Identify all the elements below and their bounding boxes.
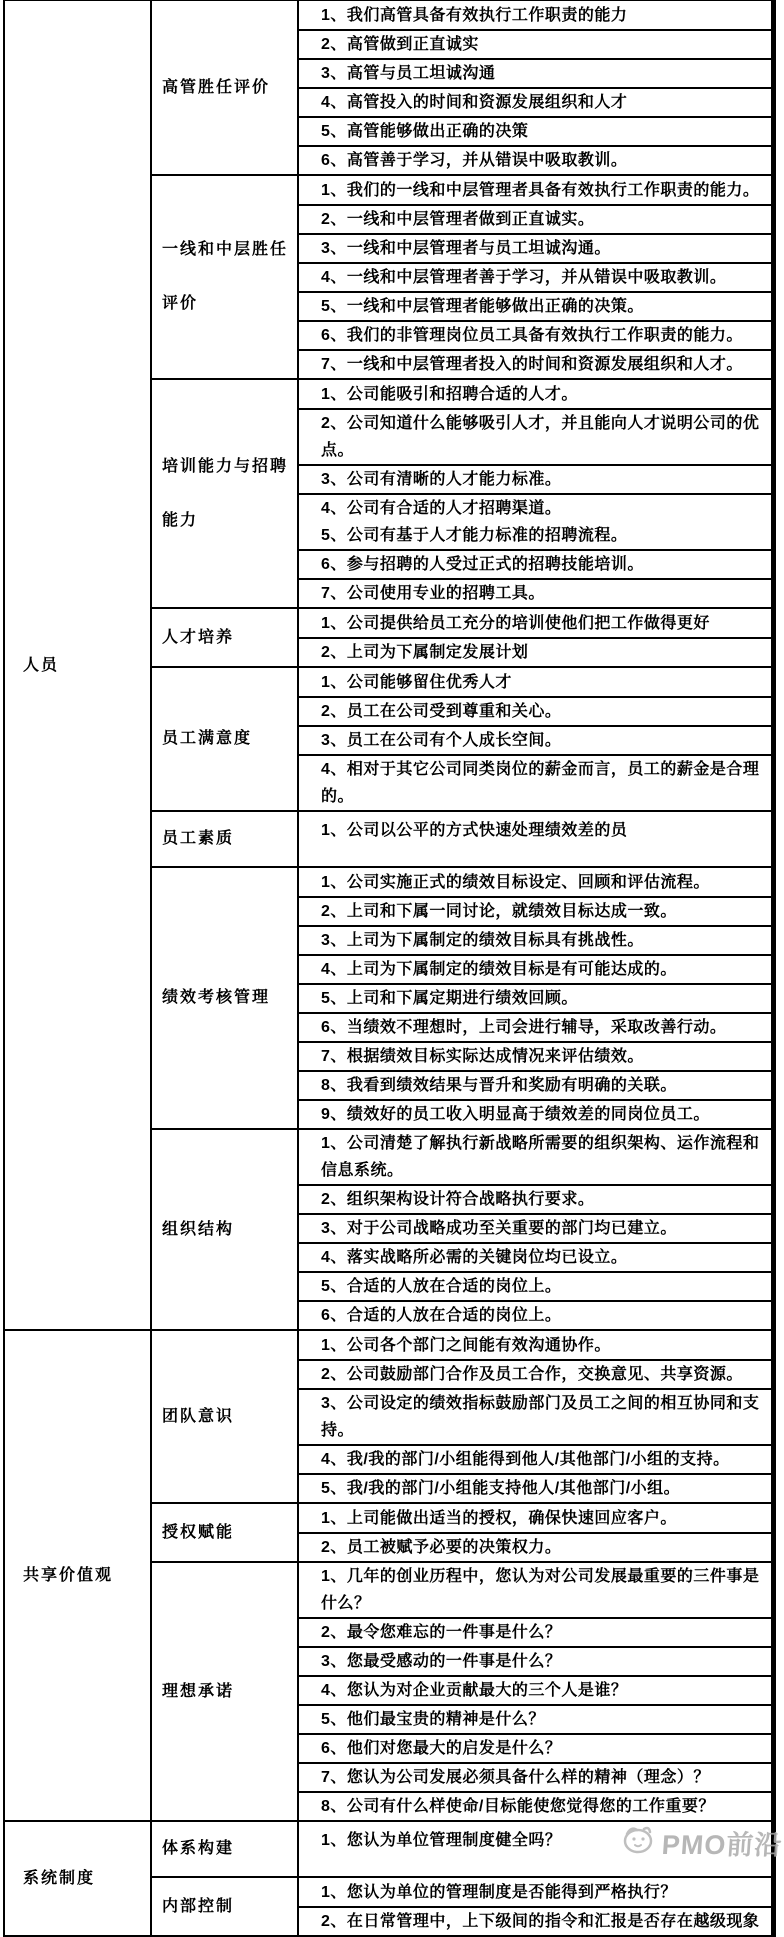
item-cell	[299, 1563, 771, 1617]
item-text: 1、公司能够留住优秀人才	[321, 673, 512, 691]
items-column	[299, 609, 771, 666]
item-text: 1、我们的一线和中层管理者具备有效执行工作职责的能力。	[321, 181, 760, 199]
subcategory-row	[152, 174, 771, 378]
item-cell	[299, 1473, 771, 1502]
item-cell	[299, 87, 771, 116]
item-cell	[299, 1762, 771, 1791]
item-cell	[299, 1504, 771, 1532]
item-text: 1、公司清楚了解执行新战略所需要的组织架构、运作流程和信息系统。	[321, 1135, 760, 1179]
section-body	[152, 1331, 771, 1820]
items-column	[299, 380, 771, 607]
item-text: 4、上司为下属制定的绩效目标是有可能达成的。	[321, 961, 677, 978]
subcategory-row	[152, 1822, 771, 1876]
item-cell	[299, 1, 771, 29]
item-cell	[299, 637, 771, 666]
item-text: 2、在日常管理中，上下级间的指令和汇报是否存在越级现象	[321, 1913, 760, 1930]
item-cell	[299, 29, 771, 58]
item-text: 5、上司和下属定期进行绩效回顾。	[321, 990, 578, 1007]
item-text: 1、公司提供给员工充分的培训使他们把工作做得更好	[321, 614, 710, 632]
subcategory-cell	[152, 176, 299, 378]
subcategory-row	[152, 1876, 771, 1935]
subcategory-label: 理想承诺	[162, 1682, 235, 1700]
section-row	[5, 1329, 771, 1820]
subcategory-row	[152, 1502, 771, 1561]
subcategory-cell	[152, 1130, 299, 1329]
item-cell	[299, 925, 771, 954]
item-cell	[299, 1213, 771, 1242]
item-cell	[299, 116, 771, 145]
item-cell	[299, 1242, 771, 1271]
subcategory-cell	[152, 1822, 299, 1876]
item-cell	[299, 349, 771, 378]
item-text: 6、参与招聘的人受过正式的招聘技能培训。	[321, 556, 644, 573]
item-text: 3、您最受感动的一件事是什么？	[321, 1653, 562, 1670]
item-text: 5、一线和中层管理者能够做出正确的决策。	[321, 298, 644, 315]
item-cell	[299, 983, 771, 1012]
item-text: 2、上司和下属一同讨论，就绩效目标达成一致。	[321, 903, 677, 920]
item-cell	[299, 380, 771, 408]
item-cell	[299, 1444, 771, 1473]
item-text: 2、公司知道什么能够吸引人才，并且能向人才说明公司的优点。	[321, 415, 760, 459]
item-text: 1、公司以公平的方式快速处理绩效差的员	[321, 821, 628, 839]
item-text: 2、员工在公司受到尊重和关心。	[321, 703, 562, 720]
item-cell	[299, 1271, 771, 1300]
item-cell	[299, 1331, 771, 1359]
item-cell	[299, 725, 771, 754]
item-cell	[299, 204, 771, 233]
subcategory-cell	[152, 1, 299, 174]
item-text: 1、您认为单位的管理制度是否能得到严格执行？	[321, 1883, 677, 1901]
assessment-table	[3, 0, 776, 1937]
item-text: 5、他们最宝贵的精神是什么？	[321, 1711, 545, 1728]
subcategory-row	[152, 810, 771, 866]
item-cell	[299, 549, 771, 578]
item-cell	[299, 1906, 771, 1935]
subcategory-cell	[152, 1878, 299, 1935]
item-text: 4、一线和中层管理者善于学习，并从错误中吸取教训。	[321, 269, 727, 286]
item-text: 3、员工在公司有个人成长空间。	[321, 732, 562, 749]
section-row	[5, 1, 771, 1329]
subcategory-label: 组织结构	[162, 1220, 235, 1238]
item-text: 3、高管与员工坦诚沟通	[321, 65, 496, 82]
section-row	[5, 1820, 771, 1935]
category-cell	[5, 1, 152, 1329]
items-column	[299, 1504, 771, 1561]
item-text: 3、公司有清晰的人才能力标准。	[321, 471, 562, 488]
item-cell	[299, 896, 771, 925]
item-text: 2、最令您难忘的一件事是什么？	[321, 1624, 562, 1641]
item-text: 4、我/我的部门/小组能得到他人/其他部门/小组的支持。	[321, 1451, 730, 1468]
item-text: 1、几年的创业历程中，您认为对公司发展最重要的三件事是什么？	[321, 1568, 760, 1612]
item-cell	[299, 176, 771, 204]
watermark-text: PMO前沿	[660, 1830, 784, 1860]
category-label: 人员	[23, 656, 60, 674]
item-text: 5、我/我的部门/小组能支持他人/其他部门/小组。	[321, 1480, 681, 1497]
item-cell	[299, 408, 771, 464]
subcategory-label: 员工素质	[162, 830, 235, 847]
item-text: 4、落实战略所必需的关键岗位均已设立。	[321, 1249, 628, 1266]
items-column	[299, 1822, 771, 1876]
item-cell	[299, 1099, 771, 1128]
item-text: 1、公司实施正式的绩效目标设定、回顾和评估流程。	[321, 873, 710, 891]
item-text: 4、高管投入的时间和资源发展组织和人才	[321, 94, 628, 111]
item-cell	[299, 954, 771, 983]
subcategory-label: 员工满意度	[162, 730, 253, 747]
category-cell	[5, 1331, 152, 1820]
item-cell	[299, 1070, 771, 1099]
item-text: 8、公司有什么样使命/目标能使您觉得您的工作重要？	[321, 1798, 715, 1815]
item-cell	[299, 1617, 771, 1646]
item-text: 4、相对于其它公司同类岗位的薪金而言，员工的薪金是合理的。	[321, 761, 760, 805]
item-text: 1、上司能做出适当的授权，确保快速回应客户。	[321, 1509, 677, 1527]
item-cell	[299, 812, 771, 848]
section-body	[152, 1, 771, 1329]
item-text: 6、他们对您最大的启发是什么？	[321, 1740, 562, 1757]
item-text: 2、公司鼓励部门合作及员工合作，交换意见、共享资源。	[321, 1366, 743, 1383]
subcategory-label: 内部控制	[162, 1897, 235, 1915]
item-cell	[299, 609, 771, 637]
item-cell	[299, 696, 771, 725]
category-cell	[5, 1822, 152, 1935]
item-cell	[299, 578, 771, 607]
subcategory-row	[152, 1128, 771, 1329]
subcategory-row	[152, 1, 771, 174]
subcategory-row	[152, 1331, 771, 1502]
subcategory-cell	[152, 380, 299, 607]
subcategory-cell	[152, 868, 299, 1128]
item-cell	[299, 262, 771, 291]
subcategory-label: 授权赋能	[162, 1523, 235, 1541]
item-text: 2、组织架构设计符合战略执行要求。	[321, 1191, 595, 1208]
item-cell	[299, 1359, 771, 1388]
items-column	[299, 868, 771, 1128]
item-cell	[299, 320, 771, 349]
item-cell	[299, 1822, 771, 1858]
subcategory-row	[152, 866, 771, 1128]
item-text: 3、对于公司战略成功至关重要的部门均已建立。	[321, 1220, 677, 1237]
item-text: 7、您认为公司发展必须具备什么样的精神（理念）？	[321, 1769, 710, 1786]
category-label: 共享价值观	[23, 1567, 114, 1584]
subcategory-cell	[152, 1504, 299, 1561]
item-cell	[299, 1878, 771, 1906]
subcategory-row	[152, 607, 771, 666]
item-text: 7、公司使用专业的招聘工具。	[321, 585, 545, 602]
section-body	[152, 1822, 771, 1935]
item-cell	[299, 1532, 771, 1561]
item-text: 6、高管善于学习，并从错误中吸取教训。	[321, 152, 628, 169]
item-cell	[299, 1733, 771, 1762]
item-cell	[299, 1388, 771, 1444]
item-text: 2、一线和中层管理者做到正直诚实。	[321, 211, 595, 228]
item-text: 1、公司各个部门之间能有效沟通协作。	[321, 1336, 611, 1354]
item-cell	[299, 1184, 771, 1213]
items-column	[299, 1, 771, 174]
items-column	[299, 668, 771, 810]
item-text: 1、我们高管具备有效执行工作职责的能力	[321, 6, 628, 24]
item-cell	[299, 291, 771, 320]
item-cell	[299, 493, 771, 549]
items-column	[299, 1878, 771, 1935]
items-column	[299, 176, 771, 378]
subcategory-cell	[152, 1563, 299, 1820]
category-label: 系统制度	[23, 1870, 96, 1887]
item-text: 6、当绩效不理想时，上司会进行辅导，采取改善行动。	[321, 1019, 727, 1036]
item-cell	[299, 1704, 771, 1733]
item-cell	[299, 1791, 771, 1820]
item-cell	[299, 1012, 771, 1041]
subcategory-cell	[152, 609, 299, 666]
item-text: 3、上司为下属制定的绩效目标具有挑战性。	[321, 932, 644, 949]
subcategory-row	[152, 666, 771, 810]
item-text: 3、一线和中层管理者与员工坦诚沟通。	[321, 240, 611, 257]
item-cell	[299, 868, 771, 896]
item-text: 1、您认为单位管理制度健全吗？	[321, 1831, 562, 1849]
item-text: 2、员工被赋予必要的决策权力。	[321, 1539, 562, 1556]
item-cell	[299, 668, 771, 696]
item-text: 5、合适的人放在合适的岗位上。	[321, 1278, 562, 1295]
subcategory-cell	[152, 668, 299, 810]
items-column	[299, 812, 771, 866]
item-text: 3、公司设定的绩效指标鼓励部门及员工之间的相互协同和支持。	[321, 1395, 760, 1439]
item-text: 9、绩效好的员工收入明显高于绩效差的同岗位员工。	[321, 1106, 710, 1123]
item-text: 6、我们的非管理岗位员工具备有效执行工作职责的能力。	[321, 327, 743, 344]
item-text: 4、您认为对企业贡献最大的三个人是谁？	[321, 1682, 628, 1699]
item-text: 4、公司有合适的人才招聘渠道。	[321, 500, 562, 517]
items-column	[299, 1331, 771, 1502]
subcategory-row	[152, 378, 771, 607]
subcategory-label: 体系构建	[162, 1840, 235, 1857]
subcategory-label: 团队意识	[162, 1407, 235, 1425]
subcategory-label: 人才培养	[162, 628, 235, 646]
item-cell	[299, 58, 771, 87]
item-cell	[299, 1130, 771, 1184]
item-cell	[299, 754, 771, 810]
item-text: 5、高管能够做出正确的决策	[321, 123, 529, 140]
subcategory-cell	[152, 812, 299, 866]
item-cell	[299, 1646, 771, 1675]
items-column	[299, 1563, 771, 1820]
item-text: 8、我看到绩效结果与晋升和奖励有明确的关联。	[321, 1077, 677, 1094]
subcategory-cell	[152, 1331, 299, 1502]
item-text: 6、合适的人放在合适的岗位上。	[321, 1307, 562, 1324]
item-cell	[299, 1041, 771, 1070]
item-cell	[299, 464, 771, 493]
subcategory-label: 一线和中层胜任评价	[162, 241, 289, 312]
item-cell	[299, 145, 771, 174]
subcategory-row	[152, 1561, 771, 1820]
items-column	[299, 1130, 771, 1329]
subcategory-label: 高管胜任评价	[162, 78, 271, 96]
item-text: 5、公司有基于人才能力标准的招聘流程。	[321, 527, 628, 544]
item-text: 2、高管做到正直诚实	[321, 36, 479, 53]
item-cell	[299, 1300, 771, 1329]
item-text: 2、上司为下属制定发展计划	[321, 644, 529, 661]
subcategory-label: 培训能力与招聘能力	[162, 457, 289, 529]
item-text: 7、根据绩效目标实际达成情况来评估绩效。	[321, 1048, 644, 1065]
item-cell	[299, 233, 771, 262]
item-cell	[299, 1675, 771, 1704]
item-text: 7、一线和中层管理者投入的时间和资源发展组织和人才。	[321, 356, 743, 373]
subcategory-label: 绩效考核管理	[162, 989, 271, 1006]
item-text: 1、公司能吸引和招聘合适的人才。	[321, 385, 578, 403]
